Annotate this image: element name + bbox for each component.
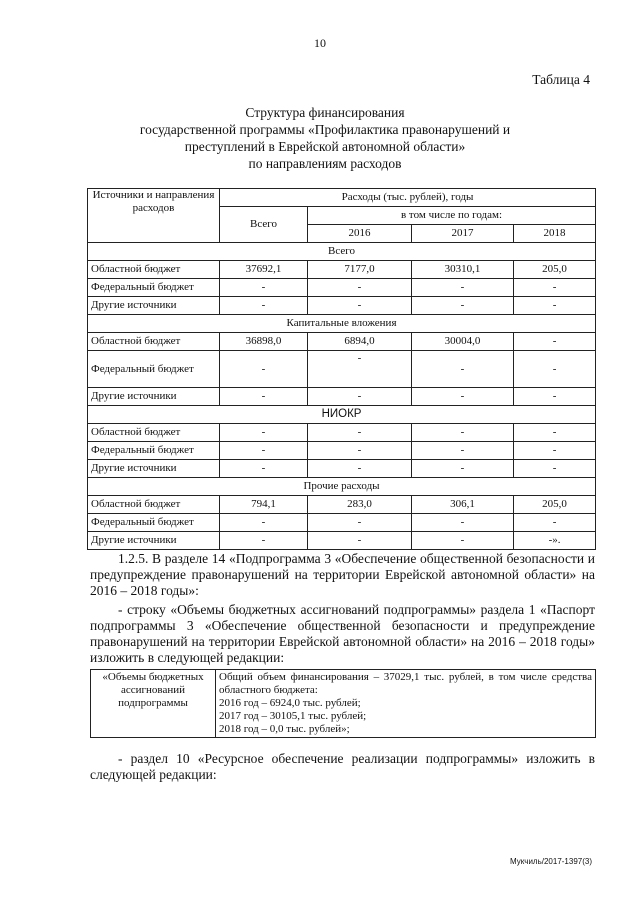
header-year: 2017 [412,225,514,243]
row-name: Другие источники [88,388,220,406]
passport-label: «Объемы бюджетных ассигнований подпрограммы [91,670,216,738]
section-title: НИОКР [88,406,596,424]
table-row [88,388,596,406]
cell-value: - [412,442,514,460]
table-row [88,333,596,351]
section-row [88,243,596,261]
cell-value: - [412,351,514,388]
section-row [88,315,596,333]
title-line: по направлениям расходов [248,156,402,171]
cell-value: 205,0 [514,496,596,514]
cell-value: - [308,351,412,388]
table-row [88,496,596,514]
header-expenses: Расходы (тыс. рублей), годы [220,189,596,207]
paragraph-section-14: 1.2.5. В разделе 14 «Подпрограмма 3 «Обеспечение общественной безопасности и предупреждение правонарушений на территории Еврейской автономной области» на 2016 – 2018 годы»: [90,551,595,598]
header-year: 2016 [308,225,412,243]
header-by-years: в том числе по годам: [308,207,596,225]
cell-value: - [514,514,596,532]
cell-value: - [412,514,514,532]
paragraph-passport-line: - строку «Объемы бюджетных ассигнований подпрограммы» раздела 1 «Паспорт подпрограммы 3 «Обеспечение общественной безопасности и предупреждение правонарушений на территории Еврейской автономной области» на 2016 – 2018 годы» изложить в следующей редакции: [90,602,595,665]
row-name: Федеральный бюджет [88,279,220,297]
row-name: Областной бюджет [88,496,220,514]
cell-value: - [308,279,412,297]
cell-value: - [220,279,308,297]
document-code: Мукчиль/2017-1397(3) [510,857,592,866]
cell-value: - [220,442,308,460]
cell-value: 7177,0 [308,261,412,279]
row-name: Другие источники [88,297,220,315]
cell-value: 794,1 [220,496,308,514]
passport-table [90,669,596,738]
cell-value: - [308,442,412,460]
cell-value: - [412,388,514,406]
section-title: Капитальные вложения [88,315,596,333]
passport-row [91,670,596,738]
cell-value: 205,0 [514,261,596,279]
cell-value: - [412,424,514,442]
cell-value: 30004,0 [412,333,514,351]
cell-value: - [514,424,596,442]
cell-value: - [412,532,514,550]
header-sources: Источники и направления расходов [88,189,220,243]
cell-value: - [220,532,308,550]
paragraph-section-10: - раздел 10 «Ресурсное обеспечение реализации подпрограммы» изложить в следующей редакции: [90,751,595,782]
cell-value: - [514,351,596,388]
title-line: государственной программы «Профилактика правонарушений и [139,122,511,137]
cell-value: - [220,351,308,388]
cell-value: 36898,0 [220,333,308,351]
cell-value: - [220,388,308,406]
table-row [88,297,596,315]
financing-table [87,188,596,550]
cell-value: 283,0 [308,496,412,514]
section-title: Всего [88,243,596,261]
cell-value: -». [514,532,596,550]
cell-value: - [412,279,514,297]
table-row [88,442,596,460]
cell-value: - [220,514,308,532]
table-row [88,424,596,442]
table-row [88,514,596,532]
cell-value: 306,1 [412,496,514,514]
table-label: Таблица 4 [532,72,590,87]
cell-value: - [220,424,308,442]
row-name: Другие источники [88,532,220,550]
cell-value: - [308,460,412,478]
cell-value: - [514,297,596,315]
cell-value: - [514,460,596,478]
cell-value: - [514,333,596,351]
cell-value: - [514,279,596,297]
passport-intro: Общий объем финансирования – 37029,1 тыс. рублей, в том числе средства областного бюджета: [219,671,592,696]
cell-value: 30310,1 [412,261,514,279]
cell-value: - [412,460,514,478]
cell-value: 6894,0 [308,333,412,351]
table-row [88,261,596,279]
cell-value: 37692,1 [220,261,308,279]
passport-year-line: 2016 год – 6924,0 тыс. рублей; [219,697,361,709]
row-name: Федеральный бюджет [88,442,220,460]
page-number: 10 [314,36,326,50]
cell-value: - [308,514,412,532]
table-row [88,351,596,388]
row-name: Федеральный бюджет [88,514,220,532]
passport-year-line: 2018 год – 0,0 тыс. рублей»; [219,723,350,735]
table-title [60,104,590,172]
cell-value: - [514,388,596,406]
header-total: Всего [220,207,308,243]
header-year: 2018 [514,225,596,243]
passport-content [216,670,596,738]
row-name: Областной бюджет [88,424,220,442]
section-title: Прочие расходы [88,478,596,496]
passport-year-line: 2017 год – 30105,1 тыс. рублей; [219,710,367,722]
row-name: Областной бюджет [88,261,220,279]
table-header-row [88,189,596,207]
section-row [88,406,596,424]
cell-value: - [308,388,412,406]
title-line: Структура финансирования [245,105,405,120]
table-row [88,460,596,478]
cell-value: - [220,460,308,478]
cell-value: - [308,424,412,442]
cell-value: - [308,297,412,315]
cell-value: - [220,297,308,315]
row-name: Областной бюджет [88,333,220,351]
cell-value: - [412,297,514,315]
table-row [88,279,596,297]
section-row [88,478,596,496]
table-row [88,532,596,550]
cell-value: - [308,532,412,550]
row-name: Федеральный бюджет [88,351,220,388]
cell-value: - [514,442,596,460]
title-line: преступлений в Еврейской автономной области» [184,139,466,154]
row-name: Другие источники [88,460,220,478]
